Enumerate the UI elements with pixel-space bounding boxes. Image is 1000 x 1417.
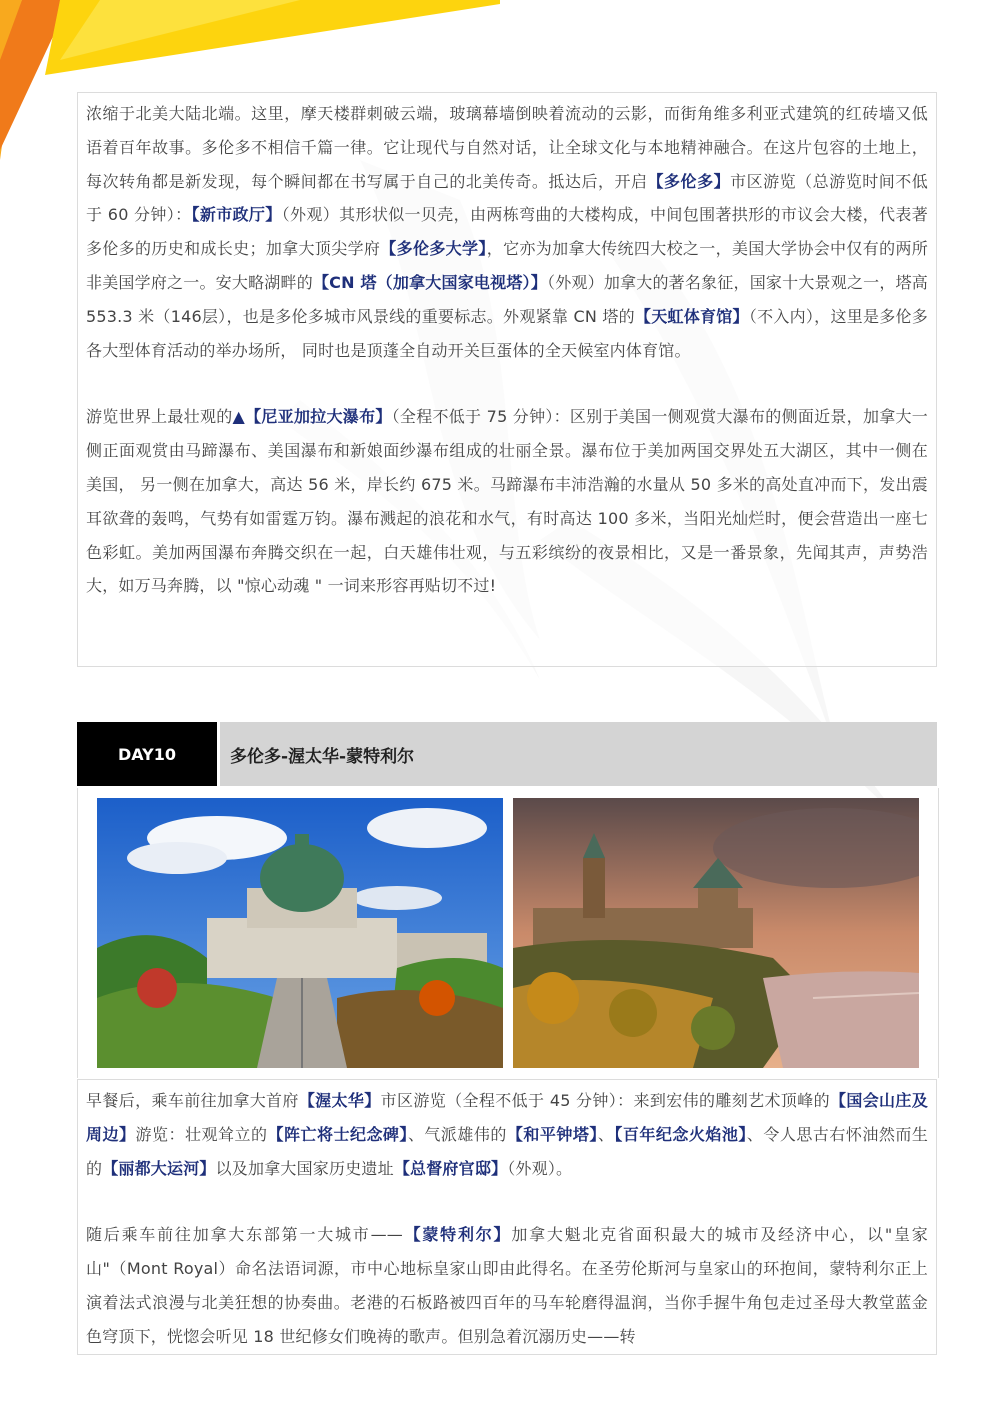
text-run: 、 xyxy=(597,1124,615,1144)
highlight-term: ▲【尼亚加拉大瀑布】 xyxy=(232,407,392,427)
highlight-term: 【蒙特利尔】 xyxy=(403,1225,512,1245)
text-run: （外观）。 xyxy=(507,1158,573,1178)
text-run: 游览世界上最壮观的 xyxy=(86,407,233,427)
highlight-term: 【多伦多大学】 xyxy=(380,239,487,259)
highlight-term: 【CN 塔（加拿大国家电视塔）】 xyxy=(312,272,547,292)
text-run: 早餐后，乘车前往加拿大首府 xyxy=(86,1091,299,1110)
text-run: 市区游览（总游览时间不低于 60 分钟）： xyxy=(86,171,928,225)
text-run: ，它亦为加拿大传统四大校之一，美国大学协会中仅有的两所非美国学府之一。安大略湖畔的 xyxy=(86,239,928,292)
text-run: 随后乘车前往加拿大东部第一大城市—— xyxy=(86,1225,403,1245)
text-run: （不入内），这里是多伦多各大型体育活动的举办场所， 同时也是顶蓬全自动开关巨蛋体的全天候室内体育馆。 xyxy=(86,306,929,360)
ottawa-montreal-section xyxy=(77,1079,937,1355)
text-run: 加拿大魁北克省面积最大的城市及经济中心，以"皇家山"（Mont Royal）命名法语词源，市中心地标皇家山即由此得名。在圣劳伦斯河与皇家山的环抱间，蒙特利尔正上演着法式浪漫与北美狂想的协奏曲。老港的石板路被四百年的马车轮磨得温润，当你手握牛角包走过圣母大教堂蓝金色穹顶下，恍惚会听见 18 世纪修女们晚祷的歌声。但别急着沉溺历史——转 xyxy=(86,1225,928,1346)
highlight-term: 【百年纪念火焰池】 xyxy=(614,1124,747,1144)
niagara-paragraph xyxy=(86,400,928,603)
toronto-paragraph xyxy=(86,97,928,367)
text-run: 市区游览（全程不低于 45 分钟）：来到宏伟的雕刻艺术顶峰的 xyxy=(380,1091,830,1110)
saint-joseph-oratory-photo xyxy=(97,798,503,1068)
photo-row xyxy=(77,788,939,1078)
highlight-term: 【天虹体育馆】 xyxy=(634,306,749,326)
text-run: （全程不低于 75 分钟）：区别于美国一侧观赏大瀑布的侧面近景，加拿大一侧正面观赏由马蹄瀑布、美国瀑布和新娘面纱瀑布组成的壮丽全景。瀑布位于美加两国交界处五大湖区，其中一侧在美国， 另一侧在加拿大，高达 56 米，岸长约 675 米。马蹄瀑布丰沛浩瀚的水量从 50 多米的高处直冲而下，发出震耳欲聋的轰鸣，气势有如雷霆万钧。瀑布溅起的浪花和水气，有时高达 100 多米，当阳光灿烂时，便会营造出一座七色彩虹。美加两国瀑布奔腾交织在一起，白天雄伟壮观，与五彩缤纷的夜景相比，又是一番景象，先闻其声，声势浩大，如万马奔腾，以 "惊心动魂 " 一词来形容再贴切不过! xyxy=(86,407,929,596)
toronto-niagara-section xyxy=(77,92,937,667)
highlight-term: 【新市政厅】 xyxy=(191,205,282,225)
ottawa-parliament-photo xyxy=(513,798,919,1068)
text-run: 、气派雄伟的 xyxy=(407,1124,507,1144)
text-run: 浓缩于北美大陆北端。这里，摩天楼群刺破云端，玻璃幕墙倒映着流动的云影，而街角维多利亚式建筑的红砖墙又低语着百年故事。多伦多不相信千篇一律。它让现代与自然对话，让全球文化与本地精神融合。在这片包容的土地上，每次转角都是新发现，每个瞬间都在书写属于自己的北美传奇。抵达后，开启 xyxy=(86,104,928,191)
text-run: 游览：壮观耸立的 xyxy=(135,1124,268,1144)
day-badge: DAY10 xyxy=(77,722,217,786)
highlight-term: 【阵亡将士纪念碑】 xyxy=(267,1124,408,1144)
highlight-term: 【总督府官邸】 xyxy=(393,1158,508,1178)
text-run: （外观）其形状似一贝壳，由两栋弯曲的大楼构成，中间包围著拱形的市议会大楼，代表著多伦多的历史和成长史；加拿大顶尖学府 xyxy=(86,205,928,259)
highlight-term: 【渥太华】 xyxy=(298,1091,381,1110)
day-route-text: 多伦多-渥太华-蒙特利尔 xyxy=(230,746,415,767)
day-header xyxy=(77,722,937,786)
text-run: 以及加拿大国家历史遗址 xyxy=(215,1158,394,1178)
text-run: （外观）加拿大的著名象征，国家十大景观之一，塔高 553.3 米（146层），也是多伦多城市风景线的重要标志。外观紧靠 CN 塔的 xyxy=(86,272,928,326)
montreal-paragraph xyxy=(86,1218,928,1353)
highlight-term: 【丽都大运河】 xyxy=(102,1158,216,1178)
highlight-term: 【多伦多】 xyxy=(647,171,731,191)
highlight-term: 【和平钟塔】 xyxy=(506,1124,598,1144)
highlight-term: 【国会山庄及周边】 xyxy=(86,1091,928,1144)
ottawa-paragraph xyxy=(86,1084,928,1185)
day-route-title xyxy=(220,722,937,786)
text-run: 、令人思古右怀油然而生的 xyxy=(86,1124,929,1178)
